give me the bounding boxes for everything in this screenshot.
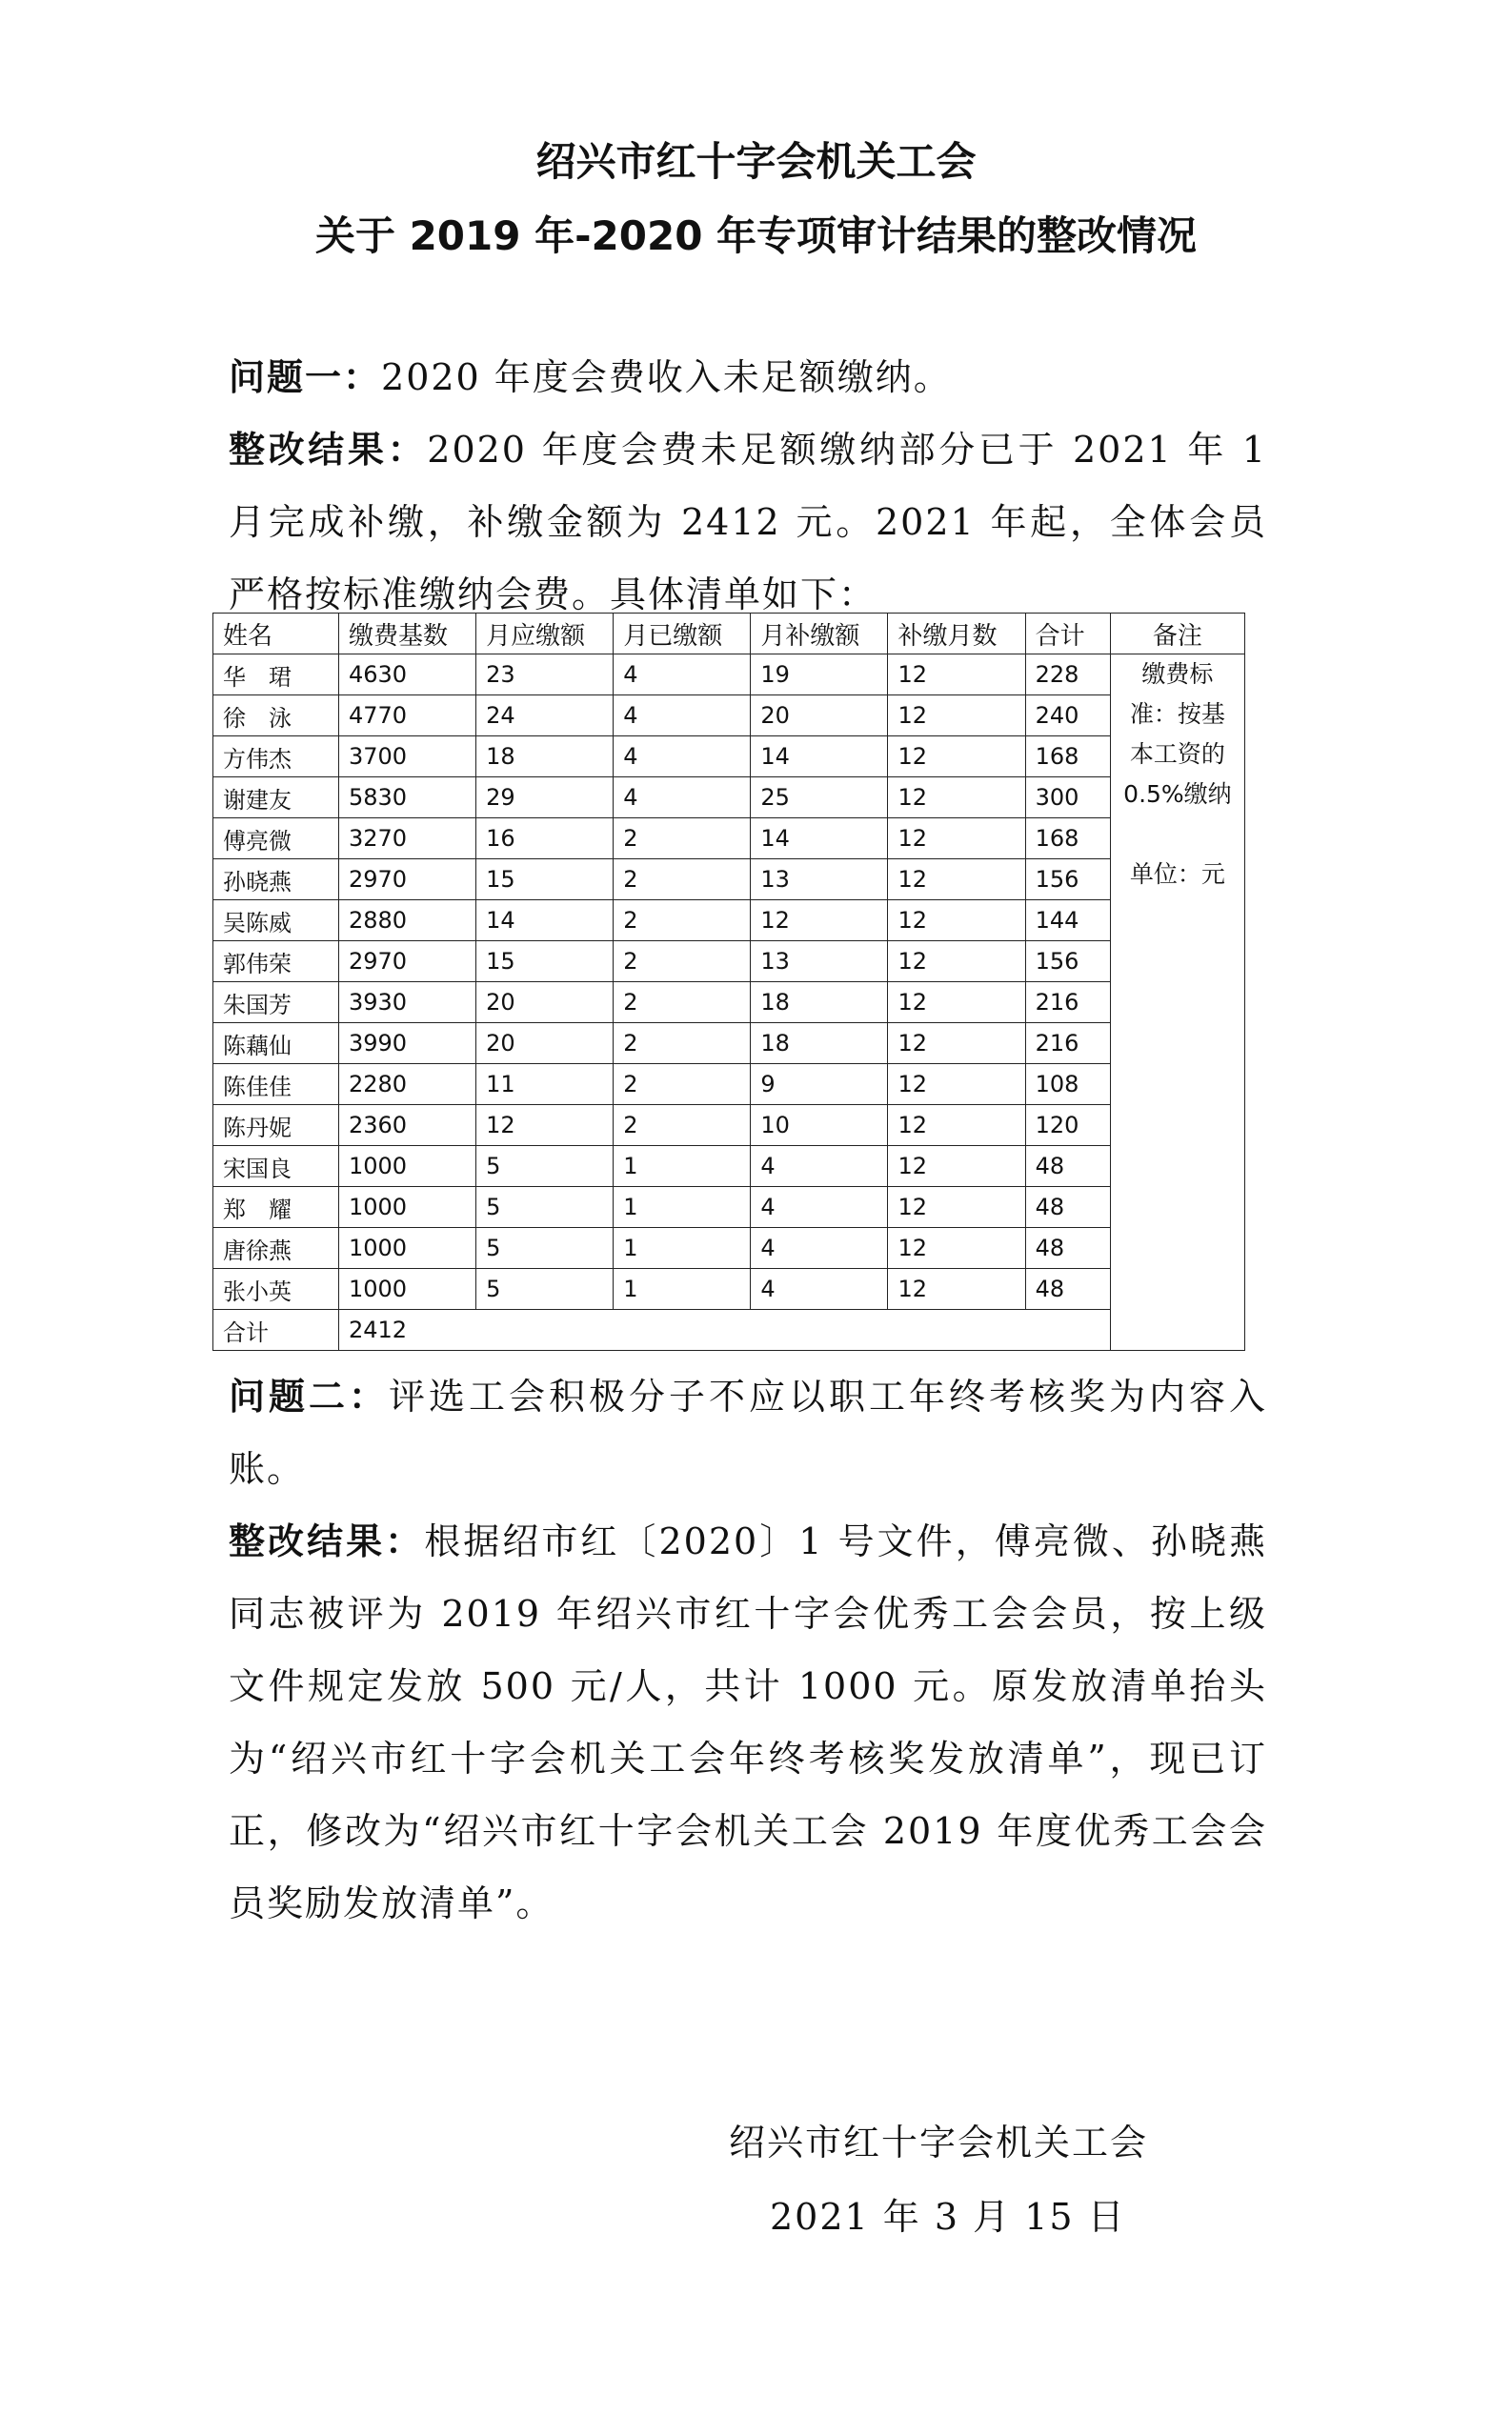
cell-total: 120 [1025, 1105, 1110, 1146]
cell-base: 1000 [338, 1146, 475, 1187]
cell-monthly-paid: 4 [614, 654, 751, 695]
table-row [213, 818, 1245, 859]
table-row [213, 695, 1245, 736]
cell-monthly-supplement: 14 [751, 818, 888, 859]
table-row [213, 859, 1245, 900]
table-row [213, 654, 1245, 695]
cell-monthly-due: 11 [476, 1064, 614, 1105]
remarks-text: 0.5%缴纳 [1123, 780, 1232, 808]
cell-name: 谢建友 [213, 777, 339, 818]
cell-total: 156 [1025, 941, 1110, 982]
cell-monthly-due: 23 [476, 654, 614, 695]
cell-supplement-months: 12 [888, 1146, 1025, 1187]
cell-base: 3270 [338, 818, 475, 859]
cell-monthly-supplement: 4 [751, 1146, 888, 1187]
remarks-text: 准：按基 [1129, 700, 1225, 728]
total-value: 2412 [338, 1310, 1110, 1351]
cell-name: 傅亮微 [213, 818, 339, 859]
cell-monthly-paid: 2 [614, 1105, 751, 1146]
cell-name: 郭伟荣 [213, 941, 339, 982]
table-row [213, 982, 1245, 1023]
header-name: 姓名 [213, 614, 339, 654]
cell-monthly-paid: 2 [614, 900, 751, 941]
cell-total: 216 [1025, 982, 1110, 1023]
table-header-row [213, 614, 1245, 654]
cell-supplement-months: 12 [888, 695, 1025, 736]
cell-base: 2360 [338, 1105, 475, 1146]
cell-monthly-due: 5 [476, 1228, 614, 1269]
cell-monthly-paid: 1 [614, 1269, 751, 1310]
cell-supplement-months: 12 [888, 1023, 1025, 1064]
cell-base: 2280 [338, 1064, 475, 1105]
cell-total: 108 [1025, 1064, 1110, 1105]
cell-total: 168 [1025, 736, 1110, 777]
header-base: 缴费基数 [338, 614, 475, 654]
cell-supplement-months: 12 [888, 1228, 1025, 1269]
table-row [213, 1228, 1245, 1269]
cell-base: 4630 [338, 654, 475, 695]
cell-name: 方伟杰 [213, 736, 339, 777]
cell-monthly-due: 15 [476, 859, 614, 900]
cell-name: 吴陈威 [213, 900, 339, 941]
cell-monthly-paid: 2 [614, 818, 751, 859]
fee-table [212, 613, 1245, 1351]
result-one-paragraph [229, 413, 1267, 631]
cell-monthly-paid: 4 [614, 695, 751, 736]
cell-monthly-paid: 4 [614, 777, 751, 818]
table-row [213, 1187, 1245, 1228]
cell-monthly-paid: 4 [614, 736, 751, 777]
table-row [213, 900, 1245, 941]
cell-monthly-supplement: 14 [751, 736, 888, 777]
cell-total: 48 [1025, 1269, 1110, 1310]
cell-total: 240 [1025, 695, 1110, 736]
cell-supplement-months: 12 [888, 982, 1025, 1023]
cell-total: 48 [1025, 1187, 1110, 1228]
remarks-text: 缴费标 [1141, 660, 1214, 688]
issue-one-text: 2020 年度会费收入未足额缴纳。 [381, 356, 952, 398]
cell-total: 48 [1025, 1146, 1110, 1187]
cell-total: 156 [1025, 859, 1110, 900]
cell-base: 2970 [338, 859, 475, 900]
cell-total: 168 [1025, 818, 1110, 859]
cell-monthly-paid: 1 [614, 1146, 751, 1187]
cell-base: 4770 [338, 695, 475, 736]
cell-monthly-due: 16 [476, 818, 614, 859]
cell-monthly-due: 5 [476, 1269, 614, 1310]
cell-name: 陈藕仙 [213, 1023, 339, 1064]
result-two-paragraph [229, 1505, 1267, 1940]
cell-monthly-due: 12 [476, 1105, 614, 1146]
cell-monthly-paid: 1 [614, 1228, 751, 1269]
remarks-spacer [1115, 815, 1240, 855]
cell-base: 3700 [338, 736, 475, 777]
cell-total: 144 [1025, 900, 1110, 941]
cell-supplement-months: 12 [888, 736, 1025, 777]
cell-name: 陈佳佳 [213, 1064, 339, 1105]
cell-supplement-months: 12 [888, 859, 1025, 900]
cell-monthly-supplement: 18 [751, 982, 888, 1023]
cell-monthly-supplement: 25 [751, 777, 888, 818]
header-monthly-paid: 月已缴额 [614, 614, 751, 654]
result-one-text: 2020 年度会费未足额缴纳部分已于 2021 年 1 月完成补缴，补缴金额为 2412 元。2021 年起，全体会员严格按标准缴纳会费。具体清单如下： [229, 429, 1267, 615]
remarks-cell [1110, 654, 1244, 1351]
header-remarks: 备注 [1110, 614, 1244, 654]
cell-monthly-supplement: 4 [751, 1187, 888, 1228]
issue-two-label: 问题二： [229, 1376, 389, 1418]
cell-monthly-supplement: 20 [751, 695, 888, 736]
cell-supplement-months: 12 [888, 1064, 1025, 1105]
cell-name: 唐徐燕 [213, 1228, 339, 1269]
cell-supplement-months: 12 [888, 900, 1025, 941]
cell-total: 300 [1025, 777, 1110, 818]
remarks-text: 本工资的 [1129, 740, 1225, 768]
cell-monthly-due: 14 [476, 900, 614, 941]
cell-name: 宋国良 [213, 1146, 339, 1187]
cell-monthly-supplement: 18 [751, 1023, 888, 1064]
cell-base: 1000 [338, 1269, 475, 1310]
table-row [213, 777, 1245, 818]
result-one-label: 整改结果： [229, 429, 428, 471]
cell-supplement-months: 12 [888, 777, 1025, 818]
cell-monthly-supplement: 12 [751, 900, 888, 941]
cell-name: 郑 耀 [213, 1187, 339, 1228]
cell-monthly-paid: 2 [614, 859, 751, 900]
cell-monthly-due: 5 [476, 1146, 614, 1187]
cell-monthly-supplement: 19 [751, 654, 888, 695]
signature-date: 2021 年 3 月 15 日 [770, 2196, 1126, 2238]
issue-one-label: 问题一： [229, 356, 382, 398]
cell-monthly-supplement: 4 [751, 1228, 888, 1269]
cell-name: 朱国芳 [213, 982, 339, 1023]
cell-name: 陈丹妮 [213, 1105, 339, 1146]
header-monthly-supplement: 月补缴额 [751, 614, 888, 654]
cell-base: 2880 [338, 900, 475, 941]
cell-monthly-due: 24 [476, 695, 614, 736]
cell-base: 5830 [338, 777, 475, 818]
cell-monthly-supplement: 10 [751, 1105, 888, 1146]
cell-total: 228 [1025, 654, 1110, 695]
header-total: 合计 [1025, 614, 1110, 654]
remarks-unit: 单位：元 [1129, 860, 1225, 888]
table-row [213, 736, 1245, 777]
result-two-text: 根据绍市红〔2020〕1 号文件，傅亮微、孙晓燕同志被评为 2019 年绍兴市红十字会优秀工会会员，按上级文件规定发放 500 元/人，共计 1000 元。原发放清单抬头为“绍兴市红十字会机关工会年终考核奖发放清单”，现已订正，修改为“绍兴市红十字会机关工会 2019 年度优秀工会会员奖励发放清单”。 [229, 1520, 1267, 1924]
total-label: 合计 [213, 1310, 339, 1351]
table-total-row [213, 1310, 1245, 1351]
cell-base: 3930 [338, 982, 475, 1023]
issue-one-paragraph [229, 341, 1267, 413]
cell-name: 孙晓燕 [213, 859, 339, 900]
cell-supplement-months: 12 [888, 941, 1025, 982]
cell-monthly-supplement: 9 [751, 1064, 888, 1105]
document-title-line2: 关于 2019 年-2020 年专项审计结果的整改情况 [314, 212, 1198, 259]
result-two-label: 整改结果： [229, 1520, 425, 1562]
cell-monthly-due: 5 [476, 1187, 614, 1228]
cell-supplement-months: 12 [888, 654, 1025, 695]
cell-monthly-due: 20 [476, 1023, 614, 1064]
cell-name: 徐 泳 [213, 695, 339, 736]
cell-monthly-due: 20 [476, 982, 614, 1023]
cell-monthly-paid: 1 [614, 1187, 751, 1228]
cell-monthly-paid: 2 [614, 1064, 751, 1105]
signature-organization: 绍兴市红十字会机关工会 [729, 2122, 1149, 2163]
issue-two-paragraph [229, 1360, 1267, 1505]
cell-name: 华 珺 [213, 654, 339, 695]
table-row [213, 1064, 1245, 1105]
cell-monthly-paid: 2 [614, 1023, 751, 1064]
cell-monthly-paid: 2 [614, 941, 751, 982]
table-row [213, 1105, 1245, 1146]
table-row [213, 1269, 1245, 1310]
table-row [213, 1146, 1245, 1187]
document-title-line1: 绍兴市红十字会机关工会 [535, 138, 977, 185]
table-row [213, 941, 1245, 982]
cell-total: 216 [1025, 1023, 1110, 1064]
cell-monthly-supplement: 13 [751, 859, 888, 900]
cell-supplement-months: 12 [888, 1269, 1025, 1310]
cell-supplement-months: 12 [888, 1105, 1025, 1146]
cell-monthly-due: 18 [476, 736, 614, 777]
cell-total: 48 [1025, 1228, 1110, 1269]
cell-monthly-supplement: 13 [751, 941, 888, 982]
cell-monthly-due: 15 [476, 941, 614, 982]
issue-two-text: 评选工会积极分子不应以职工年终考核奖为内容入账。 [229, 1376, 1267, 1490]
cell-base: 3990 [338, 1023, 475, 1064]
cell-base: 2970 [338, 941, 475, 982]
cell-monthly-paid: 2 [614, 982, 751, 1023]
cell-monthly-due: 29 [476, 777, 614, 818]
cell-supplement-months: 12 [888, 1187, 1025, 1228]
cell-monthly-supplement: 4 [751, 1269, 888, 1310]
header-monthly-due: 月应缴额 [476, 614, 614, 654]
cell-base: 1000 [338, 1187, 475, 1228]
table-row [213, 1023, 1245, 1064]
cell-base: 1000 [338, 1228, 475, 1269]
header-supplement-months: 补缴月数 [888, 614, 1025, 654]
cell-name: 张小英 [213, 1269, 339, 1310]
cell-supplement-months: 12 [888, 818, 1025, 859]
